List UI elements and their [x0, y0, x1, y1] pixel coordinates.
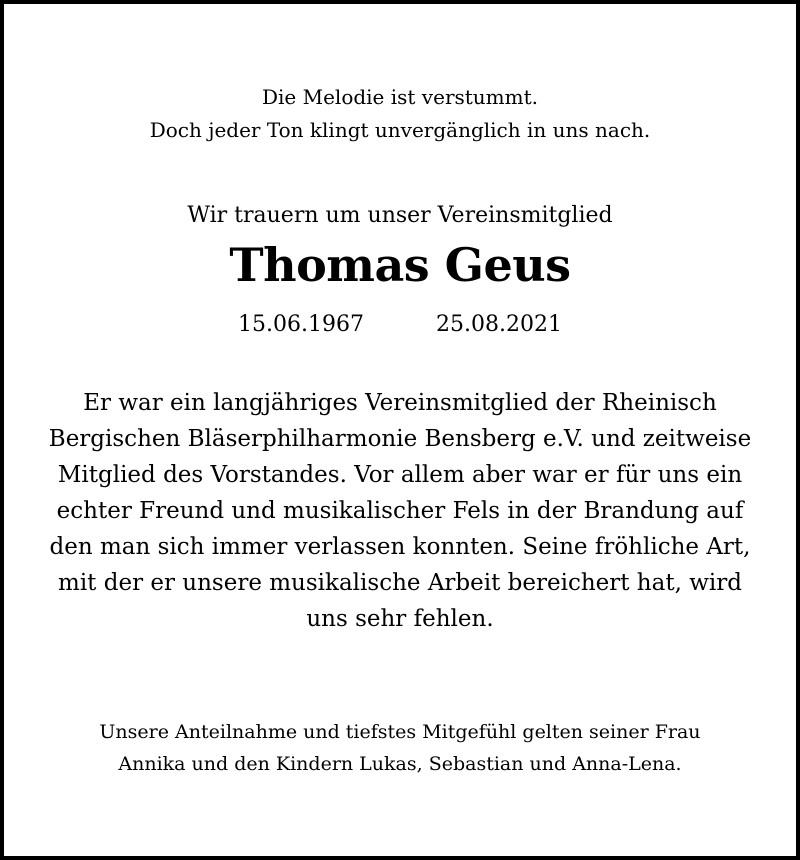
body-line-4: echter Freund und musikalischer Fels in der Brandung auf [56, 498, 744, 524]
body-line-7: uns sehr fehlen. [306, 606, 494, 632]
intro-text: Wir trauern um unser Vereinsmitglied [187, 203, 613, 228]
body-line-3: Mitglied des Vorstandes. Vor allem aber war er für uns ein [57, 462, 743, 488]
body-line-6: mit der er unsere musikalische Arbeit bereichert hat, wird [58, 570, 742, 596]
body-line-5: den man sich immer verlassen konnten. Seine fröhliche Art, [49, 534, 751, 560]
body-line-2: Bergischen Bläserphilharmonie Bensberg e.V. und zeitweise [48, 426, 752, 452]
closing-line-2: Annika und den Kindern Lukas, Sebastian und Anna-Lena. [118, 753, 682, 775]
motto-line-1: Die Melodie ist verstummt. [261, 85, 539, 109]
body-line-1: Er war ein langjähriges Vereinsmitglied der Rheinisch [83, 390, 717, 416]
birth-date: 15.06.1967 [238, 312, 364, 337]
death-date: 25.08.2021 [436, 312, 562, 337]
life-dates [4, 310, 796, 340]
deceased-name: Thomas Geus [229, 238, 571, 292]
closing-line-1: Unsere Anteilnahme und tiefstes Mitgefühl gelten seiner Frau [99, 721, 701, 743]
motto-line-2: Doch jeder Ton klingt unvergänglich in uns nach. [149, 118, 651, 142]
